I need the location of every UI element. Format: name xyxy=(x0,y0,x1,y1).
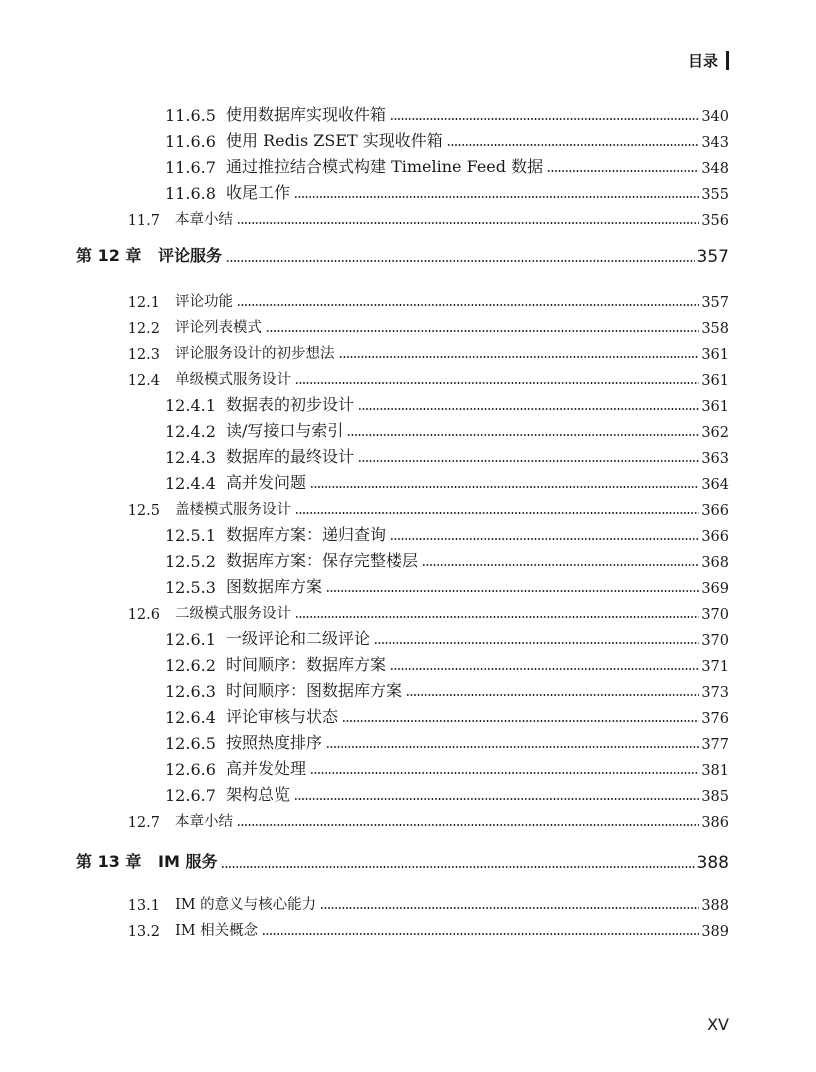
toc-entry-title: 架构总览 xyxy=(226,785,291,804)
toc-entry-row[interactable] xyxy=(0,810,816,834)
toc-entry-page: 376 xyxy=(701,711,729,727)
toc-entry-title: 通过推拉结合模式构建 Timeline Feed 数据 xyxy=(226,157,544,176)
running-header xyxy=(688,50,729,71)
toc-entry-page: 370 xyxy=(701,607,729,623)
toc-entry-page: 370 xyxy=(701,633,729,649)
toc-entry-page: 373 xyxy=(701,685,729,701)
toc-entry-title: 评论服务 xyxy=(158,246,223,265)
header-bar xyxy=(726,51,729,70)
toc-dot-leader xyxy=(342,711,699,725)
toc-entry-row[interactable] xyxy=(0,342,816,366)
toc-entry-row[interactable] xyxy=(0,654,816,678)
toc-entry-page: 377 xyxy=(701,737,729,753)
toc-dot-leader xyxy=(390,659,699,673)
toc-dot-leader xyxy=(266,321,699,335)
toc-dot-leader xyxy=(237,295,699,309)
toc-entry-row[interactable] xyxy=(0,420,816,444)
toc-entry-number: 12.2 xyxy=(127,321,160,337)
toc-entry-title: 使用 Redis ZSET 实现收件箱 xyxy=(226,131,443,150)
toc-entry-title: 高并发处理 xyxy=(226,759,307,778)
toc-entry-page: 348 xyxy=(701,161,729,177)
toc-dot-leader xyxy=(237,815,699,829)
toc-dot-leader xyxy=(406,685,699,699)
toc-entry-number: 12.4.2 xyxy=(165,422,216,441)
toc-dot-leader xyxy=(295,503,699,517)
toc-dot-leader xyxy=(374,633,699,647)
toc-entry-number: 12.5.1 xyxy=(165,526,216,545)
toc-entry-number: 13.1 xyxy=(127,898,160,914)
toc-entry-number: 11.6.6 xyxy=(165,132,216,151)
toc-entry-row[interactable] xyxy=(0,758,816,782)
toc-dot-leader xyxy=(221,857,694,871)
toc-dot-leader xyxy=(358,451,699,465)
toc-entry-page: 357 xyxy=(696,247,729,267)
toc-entry-number: 12.4.3 xyxy=(165,448,216,467)
toc-entry-number: 12.3 xyxy=(127,347,160,363)
toc-entry-row[interactable] xyxy=(0,524,816,548)
toc-entry-title: IM 的意义与核心能力 xyxy=(175,897,317,913)
toc-entry-row[interactable] xyxy=(0,893,816,917)
toc-entry-number: 12.5 xyxy=(127,503,160,519)
toc-entry-page: 386 xyxy=(701,815,729,831)
toc-entry-page: 361 xyxy=(701,399,729,415)
toc-entry-row[interactable] xyxy=(0,156,816,180)
toc-entry-page: 364 xyxy=(701,477,729,493)
table-of-contents xyxy=(0,100,816,950)
toc-entry-row[interactable] xyxy=(0,394,816,418)
toc-entry-number: 12.6.3 xyxy=(165,682,216,701)
toc-dot-leader xyxy=(320,898,699,912)
toc-entry-title: 数据库方案：递归查询 xyxy=(226,525,387,544)
toc-entry-title: 评论功能 xyxy=(175,294,233,310)
toc-entry-page: 362 xyxy=(701,425,729,441)
toc-entry-page: 381 xyxy=(701,763,729,779)
toc-entry-number: 12.4 xyxy=(127,373,160,389)
toc-entry-title: 本章小结 xyxy=(175,212,233,228)
toc-dot-leader xyxy=(347,425,699,439)
toc-chapter-row[interactable] xyxy=(0,846,816,876)
toc-entry-row[interactable] xyxy=(0,628,816,652)
toc-entry-page: 371 xyxy=(701,659,729,675)
toc-entry-number: 12.6.5 xyxy=(165,734,216,753)
toc-entry-number: 12.1 xyxy=(127,295,160,311)
toc-entry-title: 时间顺序：图数据库方案 xyxy=(226,681,403,700)
toc-entry-number: 12.6.1 xyxy=(165,630,216,649)
toc-entry-row[interactable] xyxy=(0,446,816,470)
toc-entry-page: 385 xyxy=(701,789,729,805)
toc-entry-page: 368 xyxy=(701,555,729,571)
toc-dot-leader xyxy=(358,399,699,413)
toc-entry-number: 12.6.7 xyxy=(165,786,216,805)
toc-entry-row[interactable] xyxy=(0,182,816,206)
toc-entry-row[interactable] xyxy=(0,919,816,943)
toc-dot-leader xyxy=(295,373,699,387)
toc-dot-leader xyxy=(226,251,695,265)
toc-entry-row[interactable] xyxy=(0,290,816,314)
toc-entry-page: 340 xyxy=(701,109,729,125)
page-number: XV xyxy=(707,1015,729,1034)
toc-entry-row[interactable] xyxy=(0,368,816,392)
header-title: 目录 xyxy=(687,52,718,70)
toc-entry-page: 388 xyxy=(696,853,729,873)
toc-entry-number: 12.4.4 xyxy=(165,474,216,493)
toc-entry-title: 按照热度排序 xyxy=(226,733,323,752)
toc-entry-page: 356 xyxy=(701,213,729,229)
toc-chapter-row[interactable] xyxy=(0,240,816,270)
toc-entry-number: 第 12 章 xyxy=(76,246,142,265)
toc-entry-number: 11.7 xyxy=(127,213,160,229)
toc-entry-row[interactable] xyxy=(0,316,816,340)
toc-entry-title: 评论审核与状态 xyxy=(226,707,339,726)
toc-dot-leader xyxy=(390,529,699,543)
toc-entry-title: IM 相关概念 xyxy=(175,923,259,939)
toc-entry-row[interactable] xyxy=(0,706,816,730)
toc-entry-row[interactable] xyxy=(0,498,816,522)
toc-dot-leader xyxy=(262,924,699,938)
toc-entry-title: 使用数据库实现收件箱 xyxy=(226,105,387,124)
toc-entry-page: 388 xyxy=(701,898,729,914)
toc-entry-title: 时间顺序：数据库方案 xyxy=(226,655,387,674)
toc-dot-leader xyxy=(295,607,699,621)
toc-entry-page: 361 xyxy=(701,347,729,363)
toc-dot-leader xyxy=(310,763,699,777)
toc-entry-page: 363 xyxy=(701,451,729,467)
toc-entry-page: 369 xyxy=(701,581,729,597)
toc-entry-number: 12.6.4 xyxy=(165,708,216,727)
toc-entry-title: 二级模式服务设计 xyxy=(175,606,291,622)
toc-entry-title: 图数据库方案 xyxy=(226,577,323,596)
toc-dot-leader xyxy=(447,135,700,149)
toc-entry-row[interactable] xyxy=(0,130,816,154)
toc-entry-number: 12.7 xyxy=(127,815,160,831)
toc-entry-row[interactable] xyxy=(0,208,816,232)
toc-dot-leader xyxy=(294,187,699,201)
toc-entry-row[interactable] xyxy=(0,680,816,704)
toc-entry-page: 357 xyxy=(701,295,729,311)
toc-dot-leader xyxy=(339,347,700,361)
toc-entry-title: 数据库方案：保存完整楼层 xyxy=(226,551,419,570)
toc-entry-title: 读/写接口与索引 xyxy=(226,421,344,440)
toc-dot-leader xyxy=(294,789,699,803)
toc-entry-title: 单级模式服务设计 xyxy=(175,372,291,388)
toc-entry-title: 数据表的初步设计 xyxy=(226,395,355,414)
toc-dot-leader xyxy=(326,737,699,751)
toc-entry-title: 收尾工作 xyxy=(226,183,291,202)
toc-entry-title: 本章小结 xyxy=(175,814,233,830)
toc-entry-number: 12.6.6 xyxy=(165,760,216,779)
toc-entry-title: 高并发问题 xyxy=(226,473,307,492)
toc-entry-number: 12.5.3 xyxy=(165,578,216,597)
toc-entry-page: 389 xyxy=(701,924,729,940)
toc-dot-leader xyxy=(310,477,699,491)
toc-dot-leader xyxy=(422,555,699,569)
toc-dot-leader xyxy=(390,109,699,123)
toc-entry-row[interactable] xyxy=(0,550,816,574)
toc-entry-number: 12.6 xyxy=(127,607,160,623)
toc-entry-title: 一级评论和二级评论 xyxy=(226,629,371,648)
toc-entry-number: 13.2 xyxy=(127,924,160,940)
toc-entry-title: 评论服务设计的初步想法 xyxy=(175,346,335,362)
toc-entry-number: 11.6.7 xyxy=(165,158,216,177)
toc-entry-page: 366 xyxy=(701,503,729,519)
toc-dot-leader xyxy=(326,581,699,595)
toc-entry-page: 355 xyxy=(701,187,729,203)
toc-entry-page: 343 xyxy=(701,135,729,151)
toc-entry-number: 第 13 章 xyxy=(76,852,142,871)
toc-entry-row[interactable] xyxy=(0,576,816,600)
toc-entry-number: 12.6.2 xyxy=(165,656,216,675)
toc-entry-page: 361 xyxy=(701,373,729,389)
toc-entry-row[interactable] xyxy=(0,472,816,496)
toc-entry-row[interactable] xyxy=(0,784,816,808)
toc-entry-number: 12.4.1 xyxy=(165,396,216,415)
toc-entry-title: 评论列表模式 xyxy=(175,320,262,336)
toc-entry-number: 11.6.8 xyxy=(165,184,216,203)
toc-entry-title: 数据库的最终设计 xyxy=(226,447,355,466)
toc-entry-row[interactable] xyxy=(0,732,816,756)
toc-entry-row[interactable] xyxy=(0,602,816,626)
toc-entry-title: 盖楼模式服务设计 xyxy=(175,502,291,518)
toc-entry-number: 11.6.5 xyxy=(165,106,216,125)
toc-entry-page: 358 xyxy=(701,321,729,337)
toc-entry-row[interactable] xyxy=(0,104,816,128)
toc-dot-leader xyxy=(547,161,699,175)
toc-dot-leader xyxy=(237,213,699,227)
toc-entry-page: 366 xyxy=(701,529,729,545)
toc-entry-number: 12.5.2 xyxy=(165,552,216,571)
toc-entry-title: IM 服务 xyxy=(158,852,218,871)
